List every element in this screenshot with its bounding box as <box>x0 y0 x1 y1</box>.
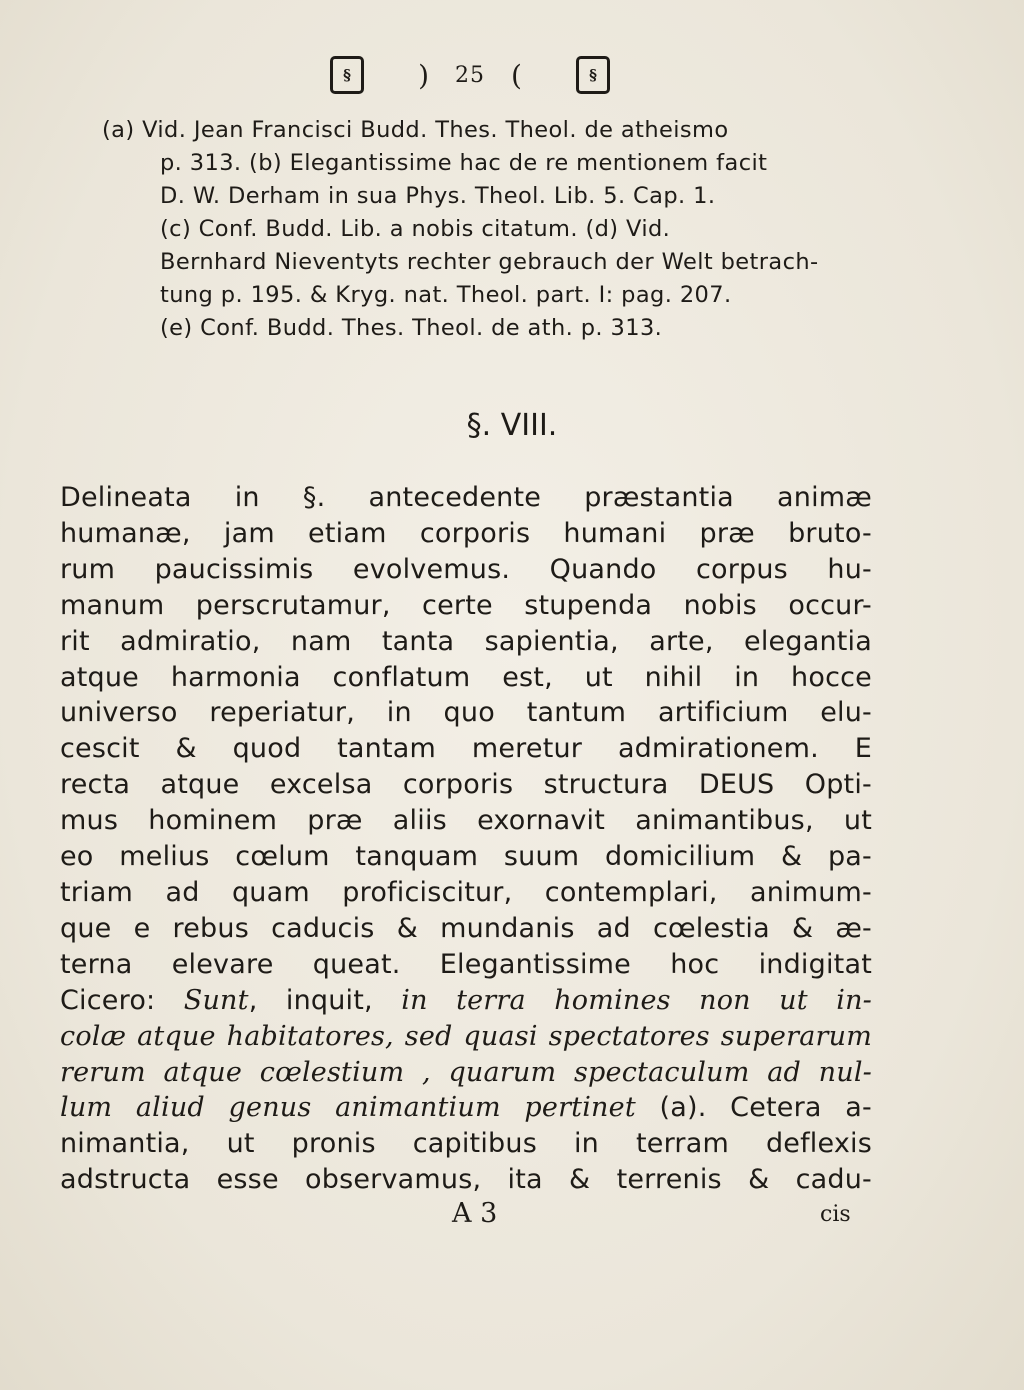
body-line: recta atque excelsa corporis structura DEUS Opti- <box>60 769 872 801</box>
footnote-line: (e) Conf. Budd. Thes. Theol. de ath. p. 313. <box>160 315 663 341</box>
body-text-italic: rerum atque cœlestium , quarum spectaculum ad nul- <box>60 1056 872 1088</box>
running-header <box>330 50 610 100</box>
footnote-line: (c) Conf. Budd. Lib. a nobis citatum. (d) Vid. <box>160 216 671 242</box>
body-text <box>60 480 872 1198</box>
body-line: eo melius cœlum tanquam suum domicilium & pa- <box>60 841 872 873</box>
body-line: rum paucissimis evolvemus. Quando corpus hu- <box>60 553 872 585</box>
body-line: adstructa esse observamus, ita & terrenis & cadu- <box>60 1164 872 1196</box>
footnote-line: Bernhard Nieventyts rechter gebrauch der Welt betrach- <box>160 249 819 275</box>
footnote-line: (a) Vid. Jean Francisci Budd. Thes. Theol. de atheismo <box>102 117 729 143</box>
body-line: rit admiratio, nam tanta sapientia, arte, elegantia <box>60 625 872 657</box>
body-line-quote-start <box>60 983 872 1019</box>
body-line: nimantia, ut pronis capitibus in terram deflexis <box>60 1128 872 1160</box>
signature-mark: A 3 <box>452 1198 498 1229</box>
catchword: cis <box>820 1202 851 1227</box>
body-line: cescit & quod tantam meretur admirationem. E <box>60 733 872 765</box>
body-line: triam ad quam proficiscitur, contemplari, animum- <box>60 876 872 908</box>
footnote-line: tung p. 195. & Kryg. nat. Theol. part. I: pag. 207. <box>160 282 732 308</box>
ornament-right: § <box>576 56 610 94</box>
page-number: 25 <box>455 62 485 88</box>
page-footer <box>0 1198 1024 1238</box>
body-line-italic <box>60 1019 872 1055</box>
body-text-italic: colæ atque habitatores, sed quasi spectatores superarum <box>60 1020 872 1052</box>
footnotes-block <box>102 114 880 345</box>
body-line: universo reperiatur, in quo tantum artificium elu- <box>60 697 872 729</box>
body-line-italic <box>60 1055 872 1091</box>
body-line: humanæ, jam etiam corporis humani præ bruto- <box>60 517 872 549</box>
section-heading: §. VIII. <box>466 408 558 443</box>
body-line: manum perscrutamur, certe stupenda nobis occur- <box>60 589 872 621</box>
body-text-italic: in terra homines non ut in- <box>401 984 872 1016</box>
body-line: atque harmonia conflatum est, ut nihil in hocce <box>60 661 872 693</box>
body-text-plain: , inquit, <box>248 984 402 1016</box>
body-text-plain: (a). Cetera a- <box>635 1092 872 1124</box>
body-text-plain: Cicero: <box>60 984 184 1016</box>
header-center <box>418 59 522 92</box>
ornament-left: § <box>330 56 364 94</box>
paren-right: ( <box>511 58 522 92</box>
body-line-quote-end <box>60 1090 872 1126</box>
footnote-line: D. W. Derham in sua Phys. Theol. Lib. 5. Cap. 1. <box>160 183 716 209</box>
footnote-line: p. 313. (b) Elegantissime hac de re mentionem facit <box>160 150 768 176</box>
body-line: mus hominem præ aliis exornavit animantibus, ut <box>60 805 872 837</box>
body-line: que e rebus caducis & mundanis ad cœlestia & æ- <box>60 912 872 944</box>
body-text-italic: lum aliud genus animantium pertinet <box>60 1092 636 1124</box>
body-line: terna elevare queat. Elegantissime hoc indigitat <box>60 948 872 980</box>
paren-left: ) <box>418 58 429 92</box>
body-line: Delineata in §. antecedente præstantia animæ <box>60 482 872 513</box>
body-text-italic: Sunt <box>183 984 249 1016</box>
